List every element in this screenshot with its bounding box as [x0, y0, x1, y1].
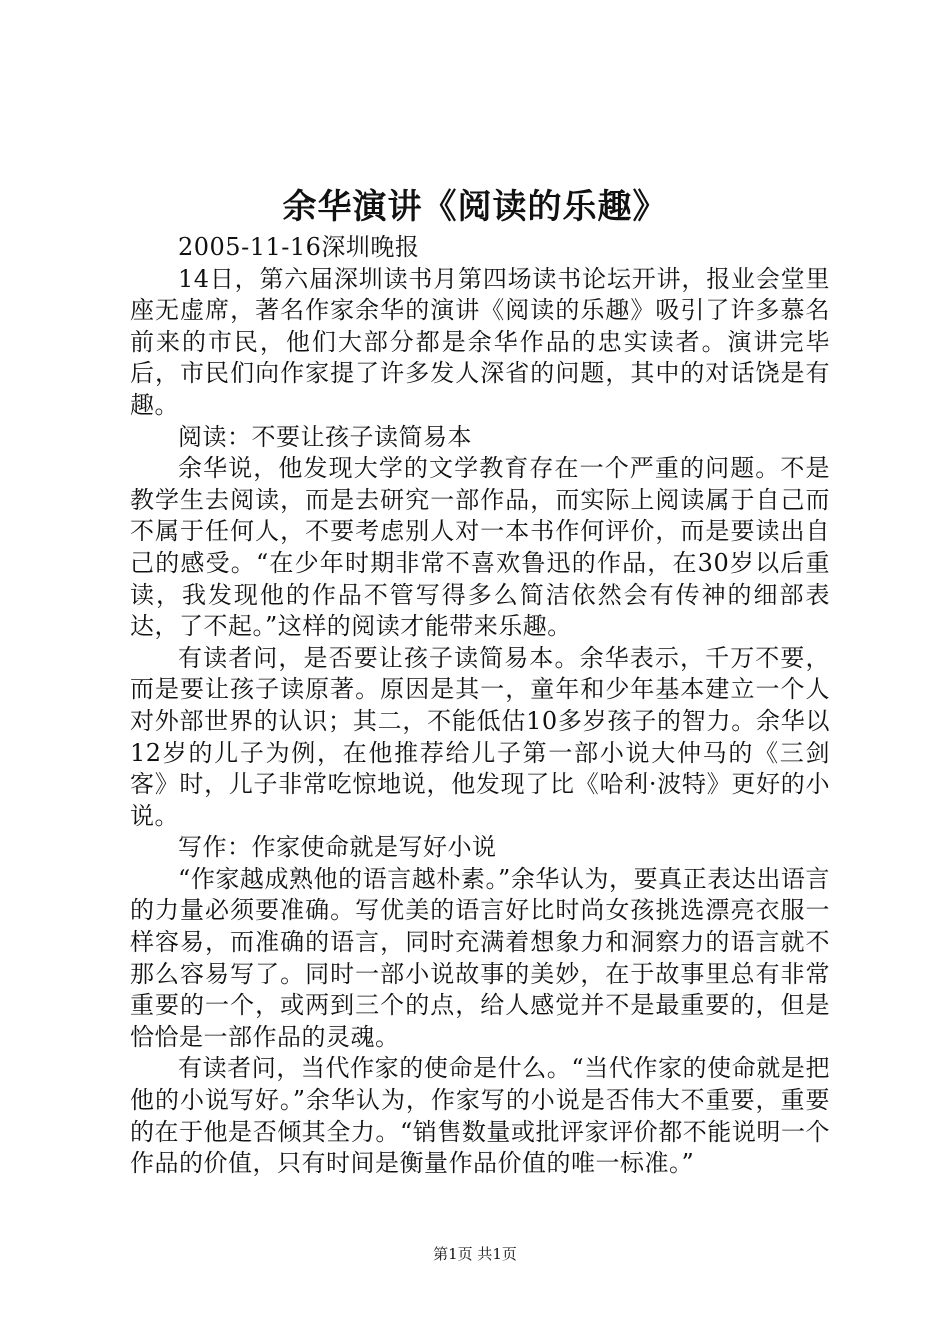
section-heading-reading: 阅读：不要让孩子读简易本	[178, 422, 472, 451]
date-source-line: 2005-11-16深圳晚报	[178, 233, 420, 261]
body-paragraph: 有读者问，当代作家的使命是什么。“当代作家的使命就是把他的小说写好。”余华认为，作家写的小说是否伟大不重要，重要的在于他是否倾其全力。“销售数量或批评家评价都不能说明一个作品的价值，只有时间是衡量作品价值的唯一标准。”	[130, 1054, 830, 1178]
section-heading-writing: 写作：作家使命就是写好小说	[178, 833, 497, 862]
body-paragraph: 有读者问，是否要让孩子读简易本。余华表示，千万不要，而是要让孩子读原著。原因是其一，童年和少年基本建立一个人对外部世界的认识；其二，不能低估10多岁孩子的智力。余华以12岁的儿子为例，在他推荐给儿子第一部小说大仲马的《三剑客》时，儿子非常吃惊地说，他发现了比《哈利·波特》更好的小说。	[130, 643, 830, 830]
body-paragraph: 14日，第六届深圳读书月第四场读书论坛开讲，报业会堂里座无虚席，著名作家余华的演讲《阅读的乐趣》吸引了许多慕名前来的市民，他们大部分都是余华作品的忠实读者。演讲完毕后，市民们向作家提了许多发人深省的问题，其中的对话饶是有趣。	[130, 264, 830, 419]
body-paragraph: “作家越成熟他的语言越朴素。”余华认为，要真正表达出语言的力量必须要准确。写优美的语言好比时尚女孩挑选漂亮衣服一样容易，而准确的语言，同时充满着想象力和洞察力的语言就不那么容易写了。同时一部小说故事的美妙，在于故事里总有非常重要的一个，或两到三个的点，给人感觉并不是最重要的，但是恰恰是一部作品的灵魂。	[130, 864, 830, 1051]
page-footer: 第1页 共1页	[433, 1245, 517, 1263]
document-title: 余华演讲《阅读的乐趣》	[282, 187, 668, 227]
document-body	[130, 232, 830, 1180]
body-paragraph: 余华说，他发现大学的文学教育存在一个严重的问题。不是教学生去阅读，而是去研究一部作品，而实际上阅读属于自己而不属于任何人，不要考虑别人对一本书作何评价，而是要读出自己的感受。“在少年时期非常不喜欢鲁迅的作品，在30岁以后重读，我发现他的作品不管写得多么简洁依然会有传神的细部表达，了不起。”这样的阅读才能带来乐趣。	[130, 454, 830, 641]
